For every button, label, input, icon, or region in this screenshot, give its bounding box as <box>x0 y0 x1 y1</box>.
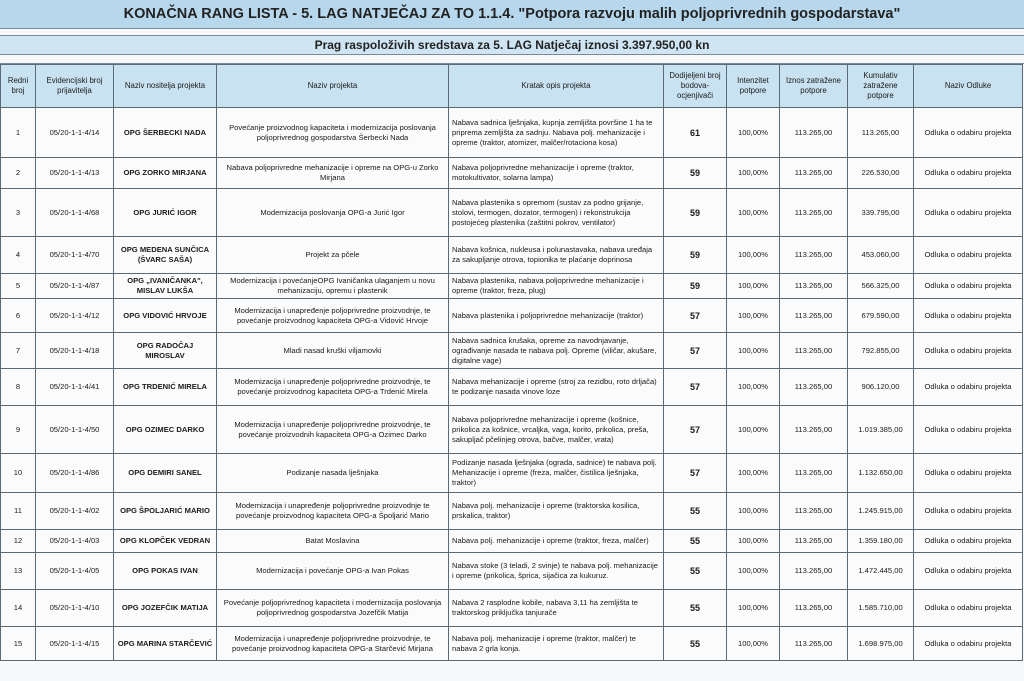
spacer-row <box>0 29 1024 36</box>
cell-rank: 11 <box>1 493 36 530</box>
table-row <box>1 189 1023 237</box>
cell-cumulative: 113.265,00 <box>848 108 914 158</box>
cell-decision: Odluka o odabiru projekta <box>914 369 1023 406</box>
cell-cumulative: 679.590,00 <box>848 299 914 333</box>
cell-description: Nabava plastenika, nabava poljoprivredne mehanizacije i opreme (traktor, freza, plug) <box>449 274 664 299</box>
cell-rank: 3 <box>1 189 36 237</box>
cell-project-name: Modernizacija i povećanje OPG-a Ivan Pokas <box>217 553 449 590</box>
cell-amount: 113.265,00 <box>780 627 848 661</box>
cell-rank: 8 <box>1 369 36 406</box>
table-row <box>1 553 1023 590</box>
cell-intensity: 100,00% <box>727 590 780 627</box>
cell-project-name: Modernizacija i unapređenje poljoprivredne proizvodnje, te povećanje proizvodnog kapaciteta OPG-a Starčević Mirjana <box>217 627 449 661</box>
cell-project-name: Mladi nasad kruški viljamovki <box>217 333 449 369</box>
cell-amount: 113.265,00 <box>780 299 848 333</box>
cell-registration-number: 05/20-1-1-4/10 <box>36 590 114 627</box>
cell-amount: 113.265,00 <box>780 553 848 590</box>
cell-rank: 5 <box>1 274 36 299</box>
cell-amount: 113.265,00 <box>780 108 848 158</box>
cell-intensity: 100,00% <box>727 299 780 333</box>
cell-holder-name: OPG POKAS IVAN <box>114 553 217 590</box>
cell-amount: 113.265,00 <box>780 406 848 454</box>
cell-cumulative: 1.019.385,00 <box>848 406 914 454</box>
cell-amount: 113.265,00 <box>780 493 848 530</box>
table-row <box>1 590 1023 627</box>
table-row <box>1 406 1023 454</box>
cell-description: Nabava sadnica lješnjaka, kupnja zemljišta površine 1 ha te priprema zemljišta za sadnju. Nabava polj. mehanizacije i opreme (traktor, atomizer, malčer/rotaciona kosa) <box>449 108 664 158</box>
cell-registration-number: 05/20-1-1-4/87 <box>36 274 114 299</box>
header-points: Dodijeljeni broj bodova- ocjenjivači <box>664 65 727 108</box>
header-holder-name: Naziv nositelja projekta <box>114 65 217 108</box>
cell-project-name: Modernizacija poslovanja OPG-a Jurić Igor <box>217 189 449 237</box>
cell-cumulative: 1.359.180,00 <box>848 530 914 553</box>
cell-points: 55 <box>664 493 727 530</box>
cell-intensity: 100,00% <box>727 333 780 369</box>
cell-intensity: 100,00% <box>727 237 780 274</box>
cell-amount: 113.265,00 <box>780 369 848 406</box>
cell-decision: Odluka o odabiru projekta <box>914 274 1023 299</box>
cell-amount: 113.265,00 <box>780 333 848 369</box>
table-row <box>1 274 1023 299</box>
cell-rank: 13 <box>1 553 36 590</box>
table-row <box>1 108 1023 158</box>
cell-cumulative: 1.132.650,00 <box>848 454 914 493</box>
cell-points: 57 <box>664 333 727 369</box>
cell-holder-name: OPG OZIMEC DARKO <box>114 406 217 454</box>
cell-intensity: 100,00% <box>727 553 780 590</box>
table-row <box>1 627 1023 661</box>
cell-description: Nabava 2 rasplodne kobile, nabava 3,11 ha zemljišta te traktorskog priključka tanjurače <box>449 590 664 627</box>
cell-points: 59 <box>664 274 727 299</box>
cell-cumulative: 1.698.975,00 <box>848 627 914 661</box>
table-row <box>1 299 1023 333</box>
cell-rank: 15 <box>1 627 36 661</box>
cell-holder-name: OPG VIDOVIĆ HRVOJE <box>114 299 217 333</box>
cell-project-name: Modernizacija i unapređenje poljoprivredne proizvodnje, te povećanje proizvodnog kapaciteta OPG-a Trdenić Mirela <box>217 369 449 406</box>
cell-description: Nabava sadnica krušaka, opreme za navodnjavanje, ograđivanje nasada te nabava polj. Opreme (viličar, akušare, digitalne vage) <box>449 333 664 369</box>
cell-amount: 113.265,00 <box>780 454 848 493</box>
cell-holder-name: OPG TRDENIĆ MIRELA <box>114 369 217 406</box>
table-row <box>1 454 1023 493</box>
cell-project-name: Nabava poljoprivredne mehanizacije i opreme na OPG-u Zorko Mirjana <box>217 158 449 189</box>
cell-description: Nabava polj. mehanizacije i opreme (traktor, freza, malčer) <box>449 530 664 553</box>
cell-decision: Odluka o odabiru projekta <box>914 530 1023 553</box>
cell-project-name: Modernizacija i unapređenje poljoprivredne proizvodnje te povećanje proizvodnog kapaciteta OPG-a Špoljarić Mario <box>217 493 449 530</box>
ranking-table <box>0 64 1023 661</box>
cell-points: 57 <box>664 369 727 406</box>
cell-holder-name: OPG „IVANIČANKA", MISLAV LUKŠA <box>114 274 217 299</box>
cell-intensity: 100,00% <box>727 530 780 553</box>
cell-holder-name: OPG RADOČAJ MIROSLAV <box>114 333 217 369</box>
cell-cumulative: 453.060,00 <box>848 237 914 274</box>
cell-project-name: Modernizacija i povećanjeOPG Ivaničanka ulaganjem u novu mehanizaciju, opremu i plastenik <box>217 274 449 299</box>
cell-holder-name: OPG KLOPČEK VEDRAN <box>114 530 217 553</box>
cell-points: 55 <box>664 530 727 553</box>
cell-points: 55 <box>664 590 727 627</box>
table-row <box>1 237 1023 274</box>
cell-registration-number: 05/20-1-1-4/50 <box>36 406 114 454</box>
cell-registration-number: 05/20-1-1-4/86 <box>36 454 114 493</box>
cell-registration-number: 05/20-1-1-4/03 <box>36 530 114 553</box>
table-header-row <box>1 65 1023 108</box>
cell-description: Nabava košnica, nukleusa i polunastavaka, nabava uređaja za sakupljanje otrova, topionika te plaćanje doprinosa <box>449 237 664 274</box>
cell-rank: 6 <box>1 299 36 333</box>
cell-intensity: 100,00% <box>727 493 780 530</box>
header-decision: Naziv Odluke <box>914 65 1023 108</box>
cell-intensity: 100,00% <box>727 189 780 237</box>
cell-cumulative: 792.855,00 <box>848 333 914 369</box>
page-title: KONAČNA RANG LISTA - 5. LAG NATJEČAJ ZA TO 1.1.4. "Potpora razvoju malih poljoprivrednih gospodarstava" <box>0 0 1024 29</box>
cell-amount: 113.265,00 <box>780 274 848 299</box>
cell-cumulative: 1.245.915,00 <box>848 493 914 530</box>
cell-registration-number: 05/20-1-1-4/68 <box>36 189 114 237</box>
header-rank: Redni broj <box>1 65 36 108</box>
cell-decision: Odluka o odabiru projekta <box>914 627 1023 661</box>
cell-rank: 7 <box>1 333 36 369</box>
cell-amount: 113.265,00 <box>780 158 848 189</box>
cell-holder-name: OPG JOZEFČIK MATIJA <box>114 590 217 627</box>
header-amount: Iznos zatražene potpore <box>780 65 848 108</box>
cell-amount: 113.265,00 <box>780 189 848 237</box>
cell-cumulative: 1.472.445,00 <box>848 553 914 590</box>
cell-points: 59 <box>664 237 727 274</box>
cell-description: Nabava poljoprivredne mehanizacije i opreme (traktor, motokultivator, solarna lampa) <box>449 158 664 189</box>
cell-amount: 113.265,00 <box>780 237 848 274</box>
cell-description: Nabava polj. mehanizacije i opreme (traktorska kosilica, prskalica, traktor) <box>449 493 664 530</box>
cell-points: 57 <box>664 299 727 333</box>
cell-project-name: Povećanje proizvodnog kapaciteta i modernizacija poslovanja poljoprivrednog gospodarstva Šerbecki Nada <box>217 108 449 158</box>
cell-decision: Odluka o odabiru projekta <box>914 108 1023 158</box>
cell-description: Nabava plastenika s opremom (sustav za podno grijanje, stolovi, termogen, dozator, termogen) i rekonstrukcija postojećeg plastenika (zaštitni pokrov, ventilator) <box>449 189 664 237</box>
cell-rank: 10 <box>1 454 36 493</box>
cell-project-name: Modernizacija i unapređenje poljoprivredne proizvodnje, te povećanje proizvodnog kapaciteta OPG-a Vidović Hrvoje <box>217 299 449 333</box>
header-intensity: Intenzitet potpore <box>727 65 780 108</box>
cell-points: 55 <box>664 627 727 661</box>
header-description: Kratak opis projekta <box>449 65 664 108</box>
cell-decision: Odluka o odabiru projekta <box>914 189 1023 237</box>
cell-amount: 113.265,00 <box>780 530 848 553</box>
cell-decision: Odluka o odabiru projekta <box>914 237 1023 274</box>
cell-holder-name: OPG ŠPOLJARIĆ MARIO <box>114 493 217 530</box>
header-cumulative: Kumulativ zatražene potpore <box>848 65 914 108</box>
cell-project-name: Projekt za pčele <box>217 237 449 274</box>
cell-holder-name: OPG DEMIRI SANEL <box>114 454 217 493</box>
cell-holder-name: OPG ZORKO MIRJANA <box>114 158 217 189</box>
cell-registration-number: 05/20-1-1-4/02 <box>36 493 114 530</box>
cell-amount: 113.265,00 <box>780 590 848 627</box>
cell-intensity: 100,00% <box>727 108 780 158</box>
cell-rank: 2 <box>1 158 36 189</box>
cell-points: 57 <box>664 454 727 493</box>
cell-description: Nabava stoke (3 teladi, 2 svinje) te nabava polj. mehanizacije i opreme (prikolica, šprica, sijačica za kukuruz. <box>449 553 664 590</box>
cell-rank: 14 <box>1 590 36 627</box>
cell-decision: Odluka o odabiru projekta <box>914 590 1023 627</box>
cell-intensity: 100,00% <box>727 274 780 299</box>
cell-decision: Odluka o odabiru projekta <box>914 493 1023 530</box>
cell-project-name: Modernizacija i unapređenje poljoprivredne proizvodnje, te povećanje proizvodnih kapaciteta OPG-a Ozimec Darko <box>217 406 449 454</box>
cell-rank: 4 <box>1 237 36 274</box>
cell-description: Nabava polj. mehanizacije i opreme (traktor, malčer) te nabava 2 grla konja. <box>449 627 664 661</box>
table-row <box>1 493 1023 530</box>
cell-description: Nabava mehanizacije i opreme (stroj za rezidbu, roto drljača) te podizanje nasada vinove loze <box>449 369 664 406</box>
cell-registration-number: 05/20-1-1-4/18 <box>36 333 114 369</box>
cell-rank: 1 <box>1 108 36 158</box>
spacer-row <box>0 55 1024 64</box>
cell-holder-name: OPG MEDENA SUNČICA (ŠVARC SAŠA) <box>114 237 217 274</box>
cell-registration-number: 05/20-1-1-4/13 <box>36 158 114 189</box>
cell-registration-number: 05/20-1-1-4/15 <box>36 627 114 661</box>
table-row <box>1 369 1023 406</box>
cell-holder-name: OPG JURIĆ IGOR <box>114 189 217 237</box>
cell-description: Podizanje nasada lješnjaka (ograda, sadnice) te nabava polj. Mehanizacije i opreme (freza, malčer, čistilica lješnjaka, traktor) <box>449 454 664 493</box>
cell-decision: Odluka o odabiru projekta <box>914 553 1023 590</box>
cell-points: 59 <box>664 189 727 237</box>
cell-points: 59 <box>664 158 727 189</box>
cell-rank: 9 <box>1 406 36 454</box>
budget-threshold: Prag raspoloživih sredstava za 5. LAG Natječaj iznosi 3.397.950,00 kn <box>0 36 1024 55</box>
cell-decision: Odluka o odabiru projekta <box>914 406 1023 454</box>
cell-intensity: 100,00% <box>727 369 780 406</box>
cell-project-name: Batat Moslavina <box>217 530 449 553</box>
cell-intensity: 100,00% <box>727 627 780 661</box>
table-row <box>1 333 1023 369</box>
cell-description: Nabava poljoprivredne mehanizacije i opreme (košnice, prikolica za košnice, vrcaljka, vaga, korito, prikolica, preša, sakupljač pčelinjeg otrova, bačve, malčer, vrata) <box>449 406 664 454</box>
cell-cumulative: 906.120,00 <box>848 369 914 406</box>
cell-cumulative: 566.325,00 <box>848 274 914 299</box>
cell-decision: Odluka o odabiru projekta <box>914 454 1023 493</box>
cell-project-name: Povećanje poljoprivrednog kapaciteta i modernizacija poslovanja poljoprivrednog gospodarstva Jozefčik Matija <box>217 590 449 627</box>
cell-registration-number: 05/20-1-1-4/70 <box>36 237 114 274</box>
cell-intensity: 100,00% <box>727 454 780 493</box>
cell-points: 61 <box>664 108 727 158</box>
cell-registration-number: 05/20-1-1-4/14 <box>36 108 114 158</box>
cell-decision: Odluka o odabiru projekta <box>914 333 1023 369</box>
table-row <box>1 530 1023 553</box>
table-row <box>1 158 1023 189</box>
cell-points: 55 <box>664 553 727 590</box>
cell-decision: Odluka o odabiru projekta <box>914 158 1023 189</box>
cell-holder-name: OPG MARINA STARČEVIĆ <box>114 627 217 661</box>
cell-registration-number: 05/20-1-1-4/12 <box>36 299 114 333</box>
cell-decision: Odluka o odabiru projekta <box>914 299 1023 333</box>
cell-project-name: Podizanje nasada lješnjaka <box>217 454 449 493</box>
cell-holder-name: OPG ŠERBECKI NADA <box>114 108 217 158</box>
cell-intensity: 100,00% <box>727 406 780 454</box>
cell-cumulative: 1.585.710,00 <box>848 590 914 627</box>
header-project-name: Naziv projekta <box>217 65 449 108</box>
header-registration-number: Evidencijski broj prijavitelja <box>36 65 114 108</box>
cell-description: Nabava plastenika i poljoprivredne mehanizacije (traktor) <box>449 299 664 333</box>
cell-points: 57 <box>664 406 727 454</box>
cell-rank: 12 <box>1 530 36 553</box>
cell-cumulative: 339.795,00 <box>848 189 914 237</box>
cell-intensity: 100,00% <box>727 158 780 189</box>
cell-cumulative: 226.530,00 <box>848 158 914 189</box>
cell-registration-number: 05/20-1-1-4/41 <box>36 369 114 406</box>
cell-registration-number: 05/20-1-1-4/05 <box>36 553 114 590</box>
